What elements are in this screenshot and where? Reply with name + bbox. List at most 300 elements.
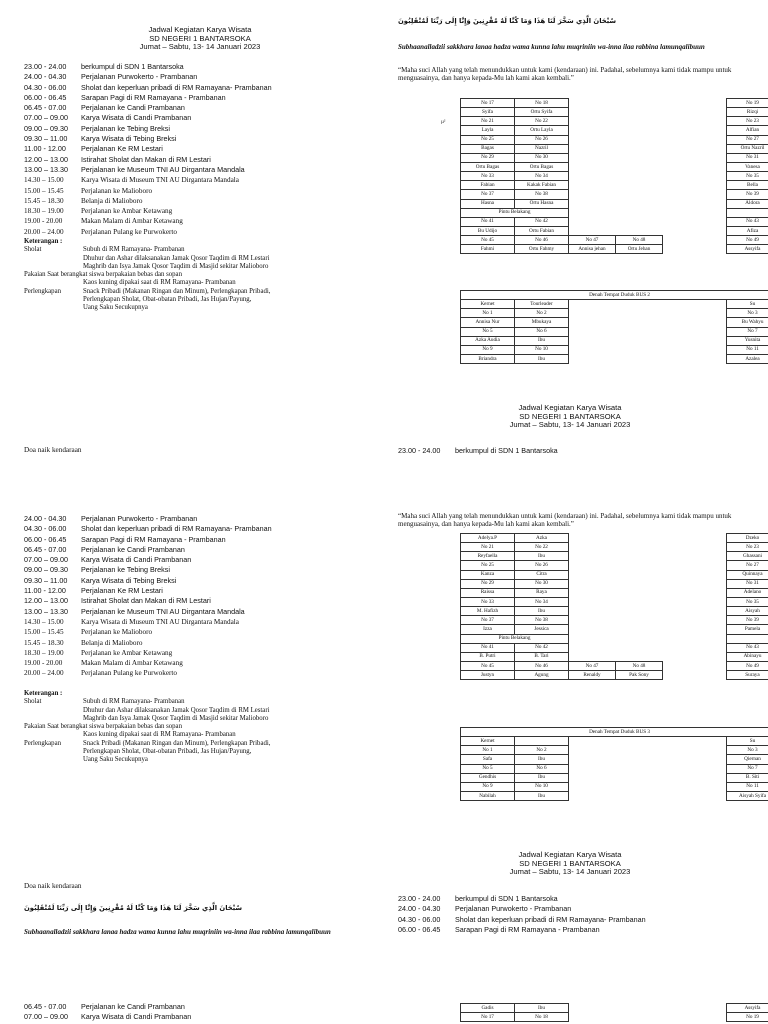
schedule-list-3 <box>24 1002 374 1023</box>
seat-cell <box>569 652 616 661</box>
keterangan-pakaian: Pakaian Saat berangkat siswa berpakaian bebas dan sopan <box>24 723 182 731</box>
seat-cell: Mbukaya <box>515 318 569 327</box>
schedule-activity: Perjalanan ke Museum TNI AU Dirgantara Mandala <box>81 606 245 616</box>
schedule-time: 14.30 – 15.00 <box>24 176 64 185</box>
seat-cell: No 5 <box>461 764 515 773</box>
seat-cell: No 26 <box>515 135 569 144</box>
schedule-time: 15.45 – 18.30 <box>24 196 64 205</box>
seat-cell <box>616 543 663 552</box>
seat-cell: No 33 <box>461 597 515 606</box>
schedule-time: 06.45 - 07.00 <box>24 544 67 554</box>
seat-cell: No 48 <box>616 236 663 245</box>
header-bottom-right <box>470 851 670 877</box>
seat-cell: Kernet <box>461 300 515 309</box>
schedule-activity: Perjalanan Pulang ke Purwokerto <box>81 669 178 678</box>
schedule-row <box>24 93 374 103</box>
seat-cell: No 6 <box>515 327 569 336</box>
seat-cell <box>569 309 616 318</box>
seat-row <box>461 643 768 652</box>
seat-cell <box>569 327 616 336</box>
school-name: SD NEGERI 1 BANTARSOKA <box>519 411 621 421</box>
schedule-row <box>24 617 374 627</box>
schedule-activity: Perjalanan Purwokerto - Prambanan <box>455 904 572 914</box>
seat-cell: No 18 <box>515 1013 569 1022</box>
seat-row <box>461 99 768 108</box>
schedule-row <box>24 668 374 678</box>
keterangan-row <box>24 748 374 756</box>
seat-cell <box>727 634 768 643</box>
seat-cell: No 17 <box>461 1013 515 1022</box>
schedule-list <box>24 62 374 237</box>
seat-cell: No 47 <box>569 661 616 670</box>
seat-cell: Ortu Syifa <box>515 108 569 117</box>
seat-cell: Nazril <box>515 144 569 153</box>
schedule-row <box>24 555 374 565</box>
seat-cell: Fahmi <box>461 245 515 254</box>
doc-title: Jadwal Kegiatan Karya Wisata <box>518 403 622 412</box>
schedule-row <box>24 638 374 648</box>
seat-cell: Gendhis <box>461 773 515 782</box>
seat-row <box>461 782 768 791</box>
schedule-activity: Belanja di Malioboro <box>81 196 143 205</box>
seat-cell <box>616 616 663 625</box>
seat-cell: No 46 <box>515 236 569 245</box>
seat-cell: No 38 <box>515 190 569 199</box>
keterangan-text: Kaos kuning dipakai saat di RM Ramayana- Prambanan <box>83 279 236 287</box>
seat-cell: No 10 <box>515 345 569 354</box>
trip-date: Jumat – Sabtu, 13- 14 Januari 2023 <box>139 42 261 51</box>
seat-cell <box>569 199 616 208</box>
schedule-row <box>24 607 374 617</box>
bus-2-back-seat-table <box>460 533 768 680</box>
seat-cell <box>569 534 616 543</box>
seat-cell: Ortu Bagas <box>515 162 569 171</box>
seat-cell <box>569 117 616 126</box>
seat-cell: B. Tari <box>515 652 569 661</box>
keterangan-text: Kaos kuning dipakai saat di RM Ramayana- Prambanan <box>83 731 236 739</box>
schedule-time: 12.00 – 13.00 <box>24 154 68 164</box>
seat-cell: Aldora <box>727 199 768 208</box>
schedule-activity: Sholat dan keperluan pribadi di RM Ramayana- Prambanan <box>81 82 272 92</box>
schedule-time: 13.00 – 13.30 <box>24 606 68 616</box>
schedule-activity: Karya Wisata di Candi Prambanan <box>81 555 192 565</box>
keterangan-row <box>24 246 374 254</box>
schedule-activity: Makan Malam di Ambar Ketawang <box>81 217 183 226</box>
seat-cell: No 19 <box>727 1013 768 1022</box>
seat-cell: No 35 <box>727 597 768 606</box>
schedule-row <box>24 596 374 606</box>
seat-row <box>461 671 768 680</box>
seat-cell: Raissa <box>461 588 515 597</box>
seat-cell <box>569 354 616 363</box>
schedule-activity: Sarapan Pagi di RM Ramayana - Prambanan <box>455 924 600 934</box>
seat-cell: No 30 <box>515 579 569 588</box>
schedule-time: 09.00 – 09.30 <box>24 565 68 575</box>
school-name: SD NEGERI 1 BANTARSOKA <box>519 858 621 868</box>
schedule-activity: berkumpul di SDN 1 Bantarsoka <box>81 62 184 71</box>
schedule-row <box>24 206 374 216</box>
schedule-time: 20.00 – 24.00 <box>24 669 64 678</box>
seat-cell <box>616 135 663 144</box>
doa-arabic: سُبْحَانَ الَّذِي سَخَّرَ لَنَا هَذَا وَمَا كُنَّا لَهُ مُقْرِنِينَ وَإِنَّا إِلَى رَبِّنَا لَمُنْقَلِبُونَ <box>398 17 617 25</box>
schedule-time: 18.30 – 19.00 <box>24 207 64 216</box>
schedule-activity: Sholat dan keperluan pribadi di RM Ramayana- Prambanan <box>81 524 272 534</box>
seat-cell <box>616 652 663 661</box>
schedule-row <box>24 565 374 575</box>
seat-row <box>461 336 768 345</box>
keterangan-label <box>24 715 83 723</box>
schedule-time: 09.30 – 11.00 <box>24 575 68 585</box>
seat-cell: Gadis <box>461 1004 515 1013</box>
schedule-time: 23.00 - 24.00 <box>24 62 67 71</box>
seat-cell: Assyifa <box>727 1004 768 1013</box>
seat-cell: No 45 <box>461 661 515 670</box>
keterangan-row <box>24 304 374 312</box>
seat-row <box>461 597 768 606</box>
schedule-activity: Perjalanan ke Candi Prambanan <box>81 544 185 554</box>
seat-cell <box>569 162 616 171</box>
schedule-time: 11.00 - 12.00 <box>24 144 66 154</box>
seat-row <box>461 126 768 135</box>
seat-cell <box>616 117 663 126</box>
seat-cell <box>616 327 663 336</box>
seat-cell <box>569 153 616 162</box>
seat-cell: Ortu Jehan <box>616 245 663 254</box>
seat-cell: No 21 <box>461 117 515 126</box>
seat-row <box>461 117 768 126</box>
seat-cell: Tourleader <box>515 300 569 309</box>
keterangan-row <box>24 698 374 706</box>
schedule-row <box>24 72 374 82</box>
bus-3-seat-table <box>460 727 768 801</box>
seat-cell: No 9 <box>461 345 515 354</box>
schedule-activity: Perjalanan ke Ambar Ketawang <box>81 648 173 657</box>
seat-row <box>461 217 768 226</box>
seat-cell <box>569 318 616 327</box>
keterangan-row <box>24 740 374 748</box>
seat-cell: No 9 <box>461 782 515 791</box>
seat-cell <box>569 108 616 117</box>
schedule-time: 20.00 – 24.00 <box>24 227 64 236</box>
seat-cell: Briandra <box>461 354 515 363</box>
keterangan-label <box>24 279 83 287</box>
schedule-row <box>24 186 374 196</box>
seat-cell: No 42 <box>515 643 569 652</box>
seat-cell: Aisyah Syifa <box>727 791 768 800</box>
keterangan-label <box>24 707 83 715</box>
schedule-activity: Perjalanan Purwokerto - Prambanan <box>81 72 198 82</box>
header-top-left <box>100 26 300 52</box>
seat-cell <box>616 1013 663 1022</box>
seat-cell: Ibu <box>515 607 569 616</box>
seat-cell: No 2 <box>515 746 569 755</box>
bus-2-seat-table <box>460 290 768 364</box>
schedule-time: 19.00 - 20.00 <box>24 217 63 226</box>
seat-cell <box>569 226 616 235</box>
seat-cell: No 21 <box>461 543 515 552</box>
doa-meaning-2: “Maha suci Allah yang telah menundukkan untuk kami (kendaraan) ini. Padahal, sebelumnya kami tidak mampu untuk menguasainya, dan hanya kepada-Mu lah kami akan kembali.” <box>398 512 732 529</box>
keterangan-text: Dhuhur dan Ashar dilaksanakan Jamak Qosor Taqdim di RM Lestari <box>83 254 270 262</box>
seat-cell: No 29 <box>461 579 515 588</box>
schedule-row <box>24 113 374 123</box>
seat-cell: No 37 <box>461 190 515 199</box>
seat-cell: Suraya <box>727 671 768 680</box>
seat-cell <box>616 199 663 208</box>
schedule-activity: Sholat dan keperluan pribadi di RM Ramayana- Prambanan <box>455 914 646 924</box>
schedule-time: 23.00 - 24.00 <box>398 894 441 903</box>
seat-row <box>461 1013 768 1022</box>
seat-cell: No 29 <box>461 153 515 162</box>
seat-cell <box>569 172 616 181</box>
seat-cell: Assyifa <box>727 245 768 254</box>
seat-cell <box>569 1004 616 1013</box>
seat-cell <box>569 144 616 153</box>
seat-cell <box>616 737 663 746</box>
keterangan-heading: Keterangan : <box>24 238 63 245</box>
seat-cell <box>569 579 616 588</box>
seat-cell <box>616 643 663 652</box>
seat-cell: No 31 <box>727 153 768 162</box>
keterangan-text: Maghrib dan Isya Jamak Qosor Taqdim di Masjid sekitar Malioboro <box>83 714 269 722</box>
schedule-activity: berkumpul di SDN 1 Bantarsoka <box>455 446 558 455</box>
rear-door-label: Pintu Belakang <box>461 634 569 643</box>
schedule-row <box>398 894 768 904</box>
seat-cell <box>569 181 616 190</box>
seat-cell: M. Hafizh <box>461 607 515 616</box>
schedule-row <box>24 62 374 72</box>
schedule-time: 24.00 - 04.30 <box>24 72 67 82</box>
schedule-activity: Perjalanan Ke RM Lestari <box>81 586 163 596</box>
seat-cell <box>569 616 616 625</box>
seat-row <box>461 773 768 782</box>
doa-latin-2: Subhaanalladzii sakkhara lanaa hadza wama kunna lahu muqriniin wa-inna ilaa rabbina lamunqalibuun <box>24 928 331 936</box>
seat-row <box>461 144 768 153</box>
seat-row <box>461 190 768 199</box>
seat-cell: Syifa <box>461 108 515 117</box>
seat-cell: No 39 <box>727 616 768 625</box>
doa-title-2: Doa naik kendaraan <box>24 882 82 890</box>
seat-cell: Ibu <box>515 336 569 345</box>
seat-cell <box>616 534 663 543</box>
seat-cell: Abinayu <box>727 652 768 661</box>
schedule-activity: Karya Wisata di Tebing Breksi <box>81 134 177 144</box>
seat-row <box>461 236 768 245</box>
seat-cell: Ghassani <box>727 552 768 561</box>
doa-meaning: “Maha suci Allah yang telah menundukkan untuk kami (kendaraan) ini. Padahal, sebelumnya kami tidak mampu untuk menguasainya, dan hanya kepada-Mu lah kami akan kembali.” <box>398 66 732 83</box>
seat-cell <box>616 625 663 634</box>
seat-row <box>461 208 768 217</box>
schedule-row <box>24 524 374 534</box>
schedule-row <box>24 658 374 668</box>
seat-cell: Ibu <box>515 552 569 561</box>
seat-cell <box>569 300 616 309</box>
seat-cell: Agung <box>515 671 569 680</box>
seat-cell <box>569 126 616 135</box>
seat-cell: No 1 <box>461 309 515 318</box>
schedule-list-4 <box>398 894 768 935</box>
seat-cell: Alfian <box>727 126 768 135</box>
seat-cell <box>616 162 663 171</box>
seat-cell <box>616 190 663 199</box>
seat-cell: No 30 <box>515 153 569 162</box>
seat-cell: No 48 <box>616 661 663 670</box>
seat-cell: No 41 <box>461 217 515 226</box>
seat-cell: No 17 <box>461 99 515 108</box>
seat-cell: No 27 <box>727 135 768 144</box>
seat-cell <box>616 791 663 800</box>
schedule-time: 06.00 - 06.45 <box>398 924 441 934</box>
schedule-time: 04.30 - 06.00 <box>24 82 67 92</box>
schedule-list-2 <box>24 514 374 679</box>
seat-row <box>461 616 768 625</box>
seat-cell: Justyn <box>461 671 515 680</box>
schedule-first-row <box>398 446 558 456</box>
schedule-activity: Perjalanan ke Tebing Breksi <box>81 565 170 575</box>
keterangan-row <box>24 756 374 764</box>
trip-date: Jumat – Sabtu, 13- 14 Januari 2023 <box>509 867 631 876</box>
seat-cell: No 35 <box>727 172 768 181</box>
schedule-activity: Perjalanan Ke RM Lestari <box>81 144 163 154</box>
schedule-activity: Karya Wisata di Museum TNI AU Dirgantara Mandala <box>81 617 239 626</box>
doa-latin: Subhaanalladzii sakkhara lanaa hadza wama kunna lahu muqriniin wa-inna ilaa rabbina lamunqalibuun <box>398 43 705 51</box>
seat-cell: No 19 <box>727 99 768 108</box>
schedule-row <box>24 648 374 658</box>
trip-date: Jumat – Sabtu, 13- 14 Januari 2023 <box>509 420 631 429</box>
seat-plan-title: Denah Tempat Duduk BUS 2 <box>461 291 768 300</box>
schedule-time: 06.45 - 07.00 <box>24 103 67 113</box>
schedule-time: 07.00 – 09.00 <box>24 1012 68 1022</box>
seat-cell: No 22 <box>515 117 569 126</box>
schedule-time: 07.00 – 09.00 <box>24 113 68 123</box>
schedule-row <box>24 124 374 134</box>
schedule-activity: Karya Wisata di Tebing Breksi <box>81 575 177 585</box>
keterangan-text: Perlengkapan Sholat, Obat-obatan Pribadi, Jas Hujan/Payung, <box>83 748 252 756</box>
seat-cell: Bella <box>727 181 768 190</box>
seat-cell: Jessica <box>515 625 569 634</box>
seat-row <box>461 579 768 588</box>
seat-cell <box>569 773 616 782</box>
seat-cell: Hasna <box>461 199 515 208</box>
schedule-time: 15.00 – 15.45 <box>24 628 64 637</box>
seat-cell: Su <box>727 737 768 746</box>
seat-row <box>461 181 768 190</box>
seat-cell: Yusnita <box>727 336 768 345</box>
schedule-row <box>24 83 374 93</box>
seat-cell <box>616 588 663 597</box>
schedule-time: 13.00 – 13.30 <box>24 164 68 174</box>
doc-title: Jadwal Kegiatan Karya Wisata <box>518 850 622 859</box>
seat-row <box>461 607 768 616</box>
schedule-time: 04.30 - 06.00 <box>398 914 441 924</box>
seat-cell: Qiernan <box>727 755 768 764</box>
seat-row <box>461 300 768 309</box>
schedule-activity: Sarapan Pagi di RM Ramayana - Prambanan <box>81 92 226 102</box>
seat-cell: No 1 <box>461 746 515 755</box>
seat-row <box>461 661 768 670</box>
seat-cell <box>727 208 768 217</box>
seat-cell: Ibu <box>515 1004 569 1013</box>
doa-arabic-2: سُبْحَانَ الَّذِي سَخَّرَ لَنَا هَذَا وَمَا كُنَّا لَهُ مُقْرِنِينَ وَإِنَّا إِلَى رَبِّنَا لَمُنْقَلِبُونَ <box>24 904 243 912</box>
seat-cell: Bu Wahyu <box>727 318 768 327</box>
seat-row <box>461 552 768 561</box>
keterangan-text: Snack Pribadi (Makanan Ringan dan Minum), Perlengkapan Pribadi, <box>83 287 271 295</box>
schedule-activity: Sarapan Pagi di RM Ramayana - Prambanan <box>81 534 226 544</box>
seat-cell: Azka <box>515 534 569 543</box>
seat-cell <box>616 99 663 108</box>
seat-cell <box>569 135 616 144</box>
seat-cell <box>616 144 663 153</box>
seat-cell: Layla <box>461 126 515 135</box>
keterangan-label <box>24 731 83 739</box>
schedule-time: 24.00 - 04.30 <box>398 904 441 914</box>
seat-cell: No 49 <box>727 661 768 670</box>
seat-cell: Vanesa <box>727 162 768 171</box>
seat-cell <box>569 607 616 616</box>
keterangan-label <box>24 296 83 304</box>
seat-cell <box>569 588 616 597</box>
rear-door-label: Pintu Belakang <box>461 208 569 217</box>
seat-cell: B. Putri <box>461 652 515 661</box>
schedule-time: 15.45 – 18.30 <box>24 638 64 647</box>
keterangan-text: Uang Saku Secukupnya <box>83 756 148 764</box>
schedule-row <box>24 514 374 524</box>
header-mid-right <box>470 404 670 430</box>
seat-cell <box>616 217 663 226</box>
schedule-time: 23.00 - 24.00 <box>398 446 441 455</box>
schedule-time: 09.30 – 11.00 <box>24 134 68 144</box>
seat-cell <box>569 643 616 652</box>
schedule-row <box>398 915 768 925</box>
seat-cell <box>616 345 663 354</box>
seat-cell: No 46 <box>515 661 569 670</box>
seat-cell <box>616 552 663 561</box>
keterangan-text: Perlengkapan Sholat, Obat-obatan Pribadi, Jas Hujan/Payung, <box>83 296 252 304</box>
seat-cell <box>616 1004 663 1013</box>
schedule-time: 09.00 – 09.30 <box>24 123 68 133</box>
seat-cell: No 23 <box>727 543 768 552</box>
schedule-activity: Makan Malam di Ambar Ketawang <box>81 659 183 668</box>
seat-cell <box>569 755 616 764</box>
schedule-time: 07.00 – 09.00 <box>24 555 68 565</box>
seat-cell <box>569 782 616 791</box>
seat-cell: Reyfaella <box>461 552 515 561</box>
seat-cell <box>569 597 616 606</box>
schedule-activity: Perjalanan Pulang ke Purwokerto <box>81 227 178 236</box>
seat-cell <box>616 561 663 570</box>
keterangan-text: Subuh di RM Ramayana- Prambanan <box>83 246 185 254</box>
seat-cell <box>569 552 616 561</box>
seat-cell: No 26 <box>515 561 569 570</box>
doc-title: Jadwal Kegiatan Karya Wisata <box>148 25 252 34</box>
schedule-row <box>398 925 768 935</box>
schedule-time: 18.30 – 19.00 <box>24 648 64 657</box>
seat-cell <box>616 108 663 117</box>
schedule-row <box>24 134 374 144</box>
seat-cell: No 39 <box>727 190 768 199</box>
seat-cell: Renaldy <box>569 671 616 680</box>
seat-cell <box>616 746 663 755</box>
seat-cell: Ortu Layla <box>515 126 569 135</box>
schedule-time: 15.00 – 15.45 <box>24 186 64 195</box>
seat-cell: No 34 <box>515 597 569 606</box>
seat-cell: Annisa Nur <box>461 318 515 327</box>
seat-cell <box>569 345 616 354</box>
seat-cell <box>616 579 663 588</box>
seat-cell: No 37 <box>461 616 515 625</box>
seat-cell <box>616 607 663 616</box>
seat-cell: Ortu Fabian <box>515 226 569 235</box>
seat-cell <box>569 625 616 634</box>
